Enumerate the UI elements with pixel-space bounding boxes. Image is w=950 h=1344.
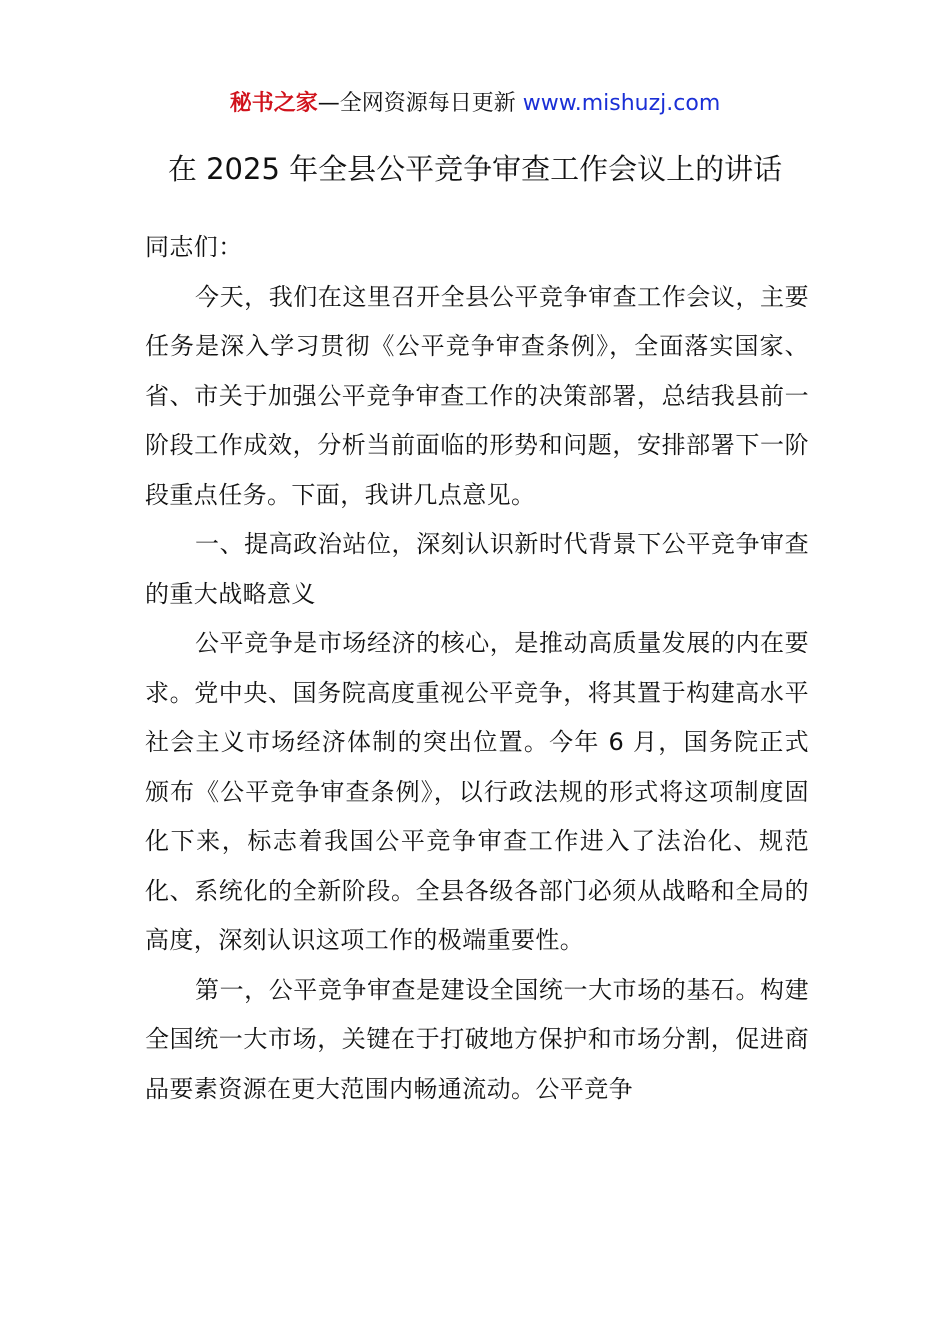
site-url-link[interactable]: www.mishuzj.com <box>522 91 721 116</box>
document-body <box>145 223 809 1114</box>
document-title: 在 2025 年全县公平竞争审查工作会议上的讲话 <box>167 152 783 186</box>
site-name: 秘书之家 <box>229 91 318 116</box>
site-header <box>0 88 950 120</box>
paragraph-section-1: 公平竞争是市场经济的核心，是推动高质量发展的内在要求。党中央、国务院高度重视公平竞争，将其置于构建高水平社会主义市场经济体制的突出位置。今年 6 月，国务院正式颁布《公平竞争审查条例》，以行政法规的形式将这项制度固化下来，标志着我国公平竞争审查工作进入了法治化、规范化、系统化的全新阶段。全县各级各部门必须从战略和全局的高度，深刻认识这项工作的极端重要性。 <box>145 629 809 954</box>
site-tagline: —全网资源每日更新 <box>317 91 523 116</box>
paragraph-point-1: 第一，公平竞争审查是建设全国统一大市场的基石。构建全国统一大市场，关键在于打破地方保护和市场分割，促进商品要素资源在更大范围内畅通流动。公平竞争 <box>145 975 809 1103</box>
section-heading-1: 一、提高政治站位，深刻认识新时代背景下公平竞争审查的重大战略意义 <box>145 530 809 608</box>
salutation: 同志们： <box>145 233 243 261</box>
paragraph-intro: 今天，我们在这里召开全县公平竞争审查工作会议，主要任务是深入学习贯彻《公平竞争审查条例》，全面落实国家、省、市关于加强公平竞争审查工作的决策部署，总结我县前一阶段工作成效，分析当前面临的形势和问题，安排部署下一阶段重点任务。下面，我讲几点意见。 <box>145 282 809 509</box>
